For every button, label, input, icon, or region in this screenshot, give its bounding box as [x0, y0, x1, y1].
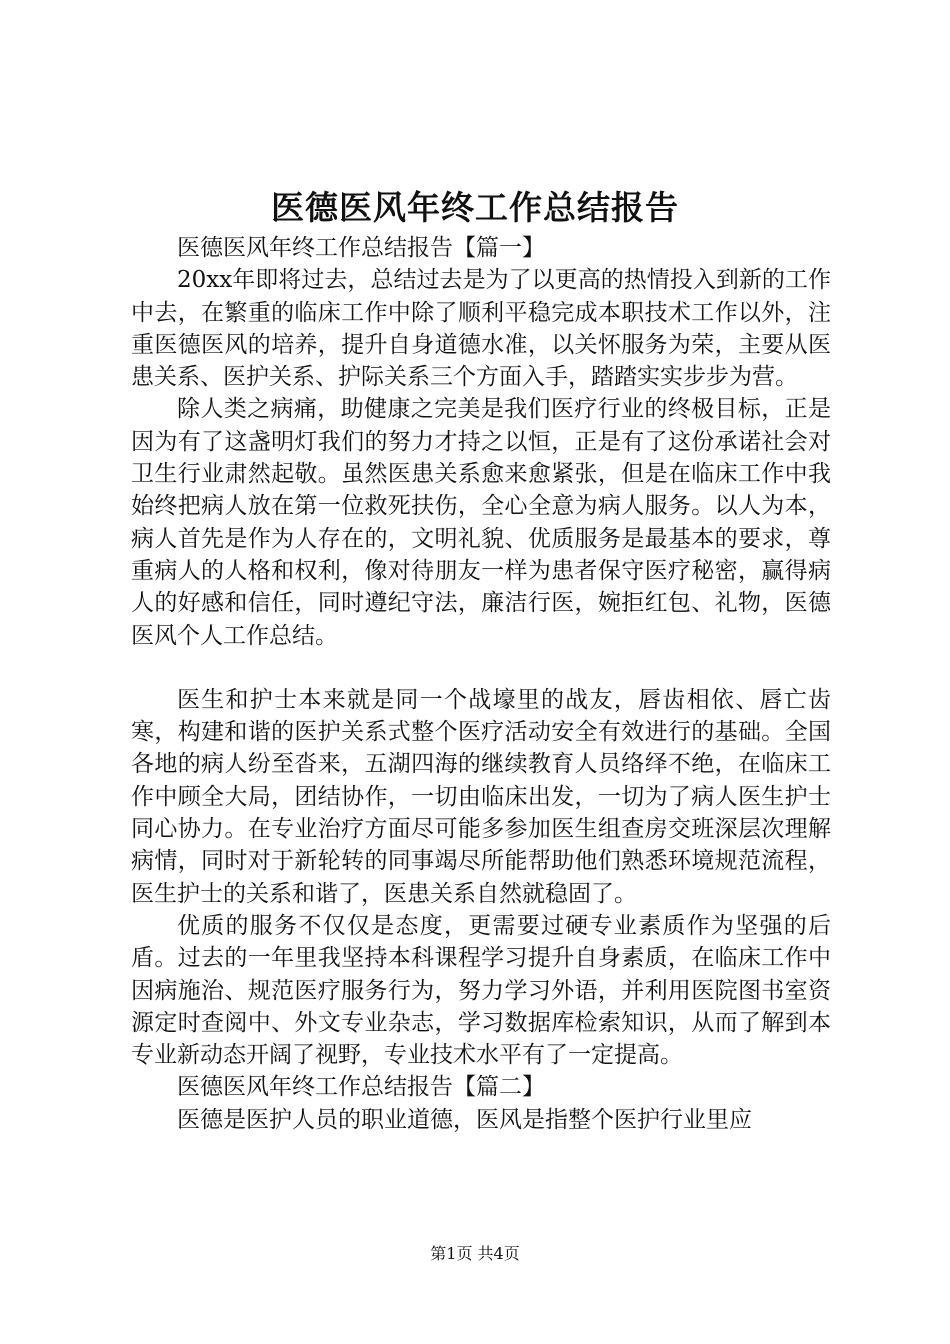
document-body: [131, 232, 831, 1136]
paragraph: 医生和护士本来就是同一个战壕里的战友，唇齿相依、唇亡齿寒，构建和谐的医护关系式整个医疗活动安全有效进行的基础。全国各地的病人纷至沓来，五湖四海的继续教育人员络绎不绝，在临床工作中顾全大局，团结协作，一切由临床出发，一切为了病人医生护士同心协力。在专业治疗方面尽可能多参加医生组查房交班深层次理解病情，同时对于新轮转的同事竭尽所能帮助他们熟悉环境规范流程，医生护士的关系和谐了，医患关系自然就稳固了。: [131, 686, 831, 907]
document-title: 医德医风年终工作总结报告: [271, 188, 679, 227]
paragraph: 优质的服务不仅仅是态度，更需要过硬专业素质作为坚强的后盾。过去的一年里我坚持本科课程学习提升自身素质，在临床工作中因病施治、规范医疗服务行为，努力学习外语，并利用医院图书室资源定时查阅中、外文专业杂志，学习数据库检索知识，从而了解到本专业新动态开阔了视野，专业技术水平有了一定提高。: [131, 912, 831, 1069]
paragraph: 除人类之病痛，助健康之完美是我们医疗行业的终极目标，正是因为有了这盏明灯我们的努力才持之以恒，正是有了这份承诺社会对卫生行业肃然起敬。虽然医患关系愈来愈紧张，但是在临床工作中我始终把病人放在第一位救死扶伤，全心全意为病人服务。以人为本，病人首先是作为人存在的，文明礼貌、优质服务是最基本的要求，尊重病人的人格和权利，像对待朋友一样为患者保守医疗秘密，赢得病人的好感和信任，同时遵纪守法，廉洁行医，婉拒红包、礼物，医德医风个人工作总结。: [131, 396, 831, 649]
page-number-footer: 第1页 共4页: [430, 1244, 520, 1263]
paragraph: 20xx年即将过去，总结过去是为了以更高的热情投入到新的工作中去，在繁重的临床工作中除了顺利平稳完成本职技术工作以外，注重医德医风的培养，提升自身道德水准，以关怀服务为荣，主要从医患关系、医护关系、护际关系三个方面入手，踏踏实实步步为营。: [131, 267, 831, 391]
section-heading-1: 医德医风年终工作总结报告【篇一】: [177, 235, 545, 261]
paragraph: 医德是医护人员的职业道德，医风是指整个医护行业里应: [177, 1106, 752, 1133]
section-heading-2: 医德医风年终工作总结报告【篇二】: [177, 1074, 545, 1101]
paragraph-gap: [131, 652, 831, 684]
